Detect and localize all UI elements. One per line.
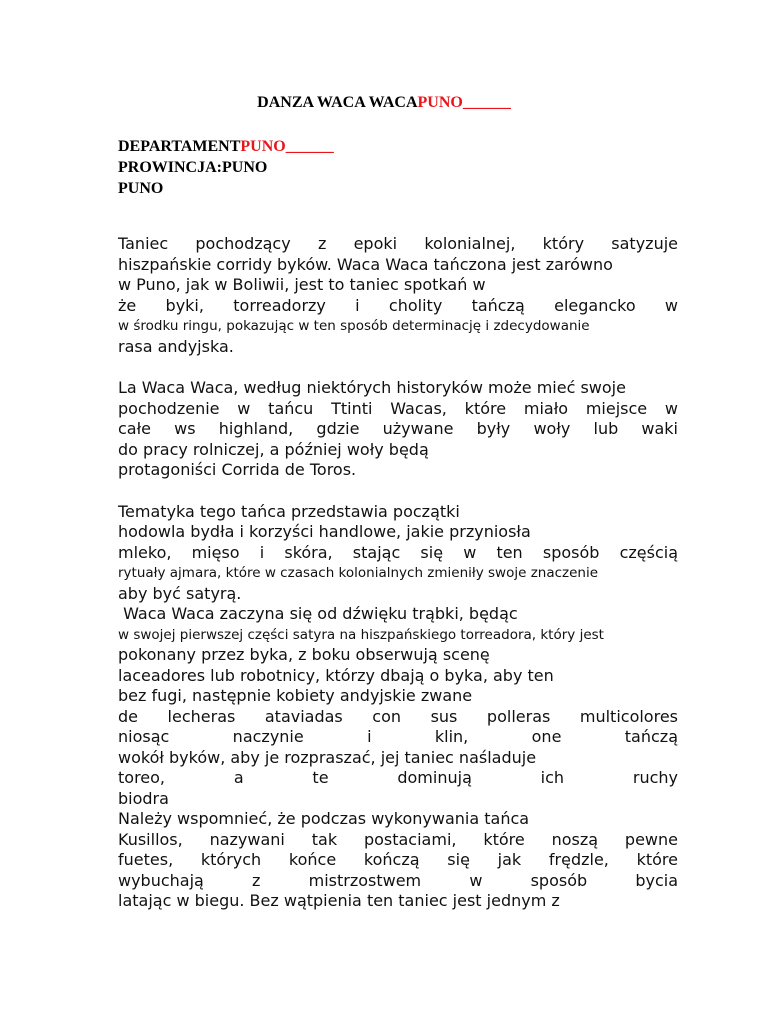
departament-blank: ______ (285, 138, 334, 155)
text-line: Waca Waca zaczyna się od dźwięku trąbki, będąc (118, 604, 518, 623)
text-line: niosąc naczynie i klin, one tańczą (118, 727, 678, 746)
text-line: Kusillos, nazywani tak postaciami, które noszą pewne (118, 829, 678, 849)
title-highlight: PUNO (417, 94, 463, 111)
text-line: Taniec pochodzący z epoki kolonialnej, który satyzuje (118, 234, 678, 253)
text-line: de lecheras ataviadas con sus polleras multicolores (118, 706, 678, 726)
prowincja-line: PROWINCJA:PUNO (118, 159, 268, 176)
text-line: do pracy rolniczej, a później woły będą (118, 439, 429, 459)
text-line: toreo, a te dominują ich ruchy (118, 768, 678, 787)
text-line: wybuchają z mistrzostwem w sposób bycia (118, 870, 678, 890)
document-body (118, 234, 678, 912)
paragraph (118, 378, 678, 481)
city-line: PUNO (118, 180, 164, 197)
text-line: fuetes, których końce kończą się jak frędzle, które (118, 850, 678, 869)
text-line: całe ws highland, gdzie używane były woły lub waki (118, 419, 678, 438)
title-prefix: DANZA WACA WACA (257, 94, 418, 111)
departament-value: PUNO (240, 138, 286, 155)
text-line: pokonany przez byka, z boku obserwują scenę (118, 645, 490, 664)
paragraph-gap (118, 481, 678, 502)
text-line: latając w biegu. Bez wątpienia ten taniec jest jednym z (118, 891, 560, 910)
text-line: że byki, torreadorzy i cholity tańczą elegancko w (118, 295, 678, 315)
departament-label: DEPARTAMENT (118, 138, 241, 155)
text-line: Tematyka tego tańca przedstawia początki (118, 501, 460, 521)
text-line: laceadores lub robotnicy, którzy dbają o byka, aby ten (118, 665, 554, 685)
text-line: hodowla bydła i korzyści handlowe, jakie przyniosła (118, 522, 531, 541)
text-line: La Waca Waca, według niektórych historyków może mieć swoje (118, 378, 626, 397)
text-line: rasa andyjska. (118, 336, 234, 356)
text-line: pochodzenie w tańcu Ttinti Wacas, które miało miejsce w (118, 398, 678, 418)
text-line: wokół byków, aby je rozpraszać, jej taniec naśladuje (118, 747, 537, 767)
paragraph (118, 502, 678, 912)
text-line: protagoniści Corrida de Toros. (118, 460, 357, 479)
text-line: biodra (118, 788, 169, 808)
departament-line (118, 136, 334, 157)
text-line: mleko, mięso i skóra, stając się w ten sposób częścią (118, 542, 678, 562)
text-line: aby być satyrą. (118, 583, 242, 603)
title-blank: ______ (462, 94, 511, 111)
text-line: bez fugi, następnie kobiety andyjskie zwane (118, 686, 473, 705)
text-line: Należy wspomnieć, że podczas wykonywania tańca (118, 809, 530, 828)
text-line: rytuały ajmara, które w czasach kolonialnych zmieniły swoje znaczenie (118, 565, 599, 581)
paragraph (118, 234, 678, 357)
text-line: hiszpańskie corridy byków. Waca Waca tańczona jest zarówno (118, 254, 613, 274)
text-line: w Puno, jak w Boliwii, jest to taniec spotkań w (118, 275, 486, 294)
text-line: w środku ringu, pokazując w ten sposób determinację i zdecydowanie (118, 318, 590, 334)
location-header (118, 136, 334, 199)
document-title (0, 94, 768, 112)
paragraph-gap (118, 357, 678, 378)
text-line: w swojej pierwszej części satyra na hiszpańskiego torreadora, który jest (118, 626, 604, 643)
